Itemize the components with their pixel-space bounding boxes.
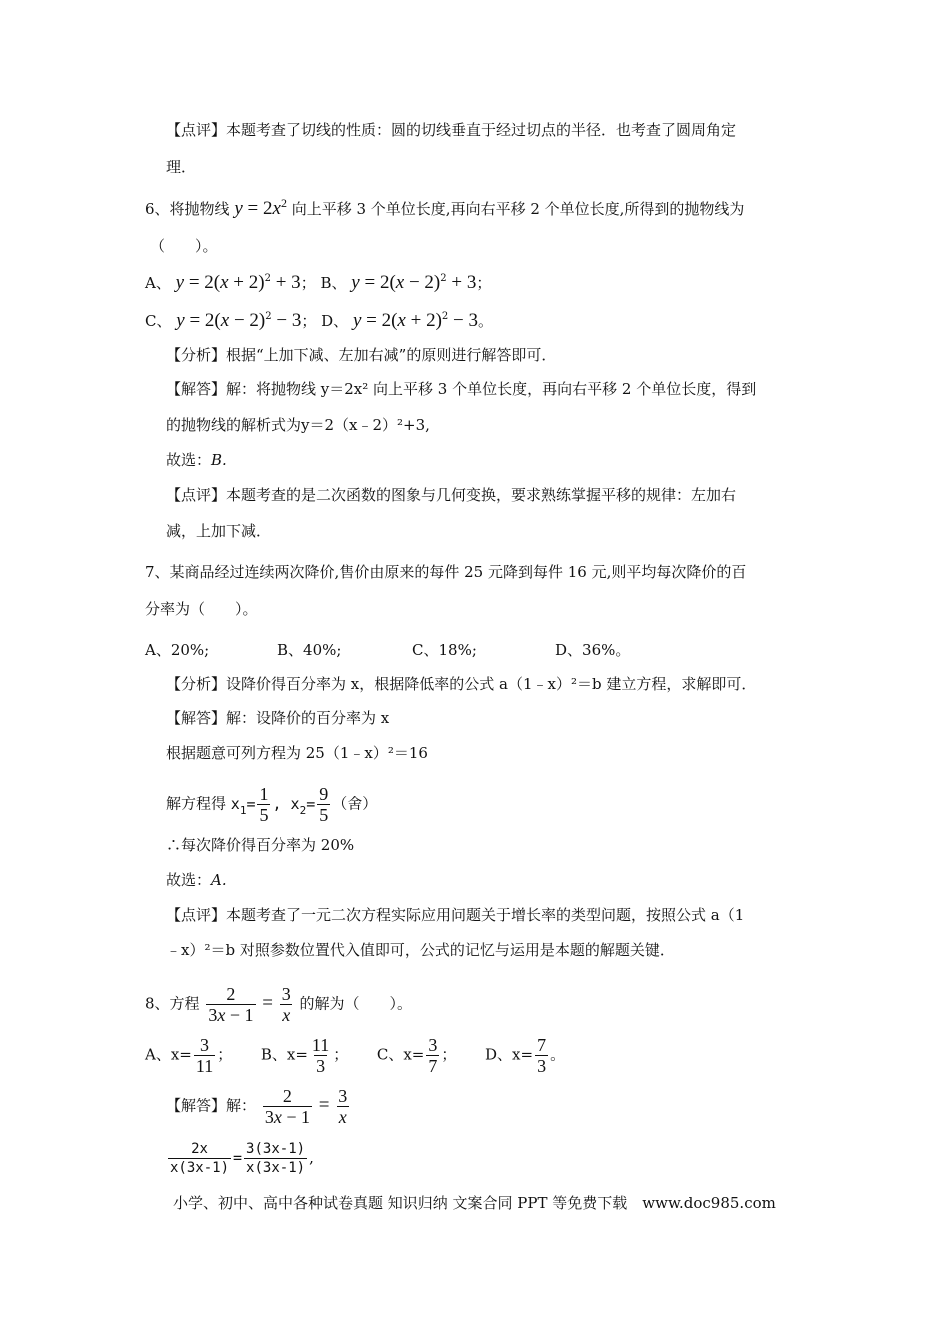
comment-label: 【点评】 <box>166 121 227 139</box>
option-d-formula: $y = 2(x + 2)^2 - 3$ <box>352 310 478 331</box>
question-6-options-cd: C、 $y = 2(x - 2)^2 - 3$； D、 $y = 2(x + 2)^2 - 3$。 <box>145 310 494 331</box>
fraction-2x-over-x3x-1: $\frac{2x}{x(3x-1)}$ <box>170 1141 230 1176</box>
question-6: 6、将抛物线 $y = 2x^2$ 向上平移 3 个单位长度,再向右平移 2 个单位长度,所得到的抛物线为 <box>145 196 745 219</box>
option-c-formula: $y = 2(x - 2)^2 - 3$ <box>176 310 302 331</box>
answer-7-choose: 故选：A. <box>166 871 227 889</box>
answer-6-choose: 故选：B. <box>166 451 227 469</box>
question-7-option-d: D、36%。 <box>555 641 631 659</box>
fraction-7-3: $\frac{7}{3}$ <box>537 1035 547 1076</box>
fraction-2-over-3x-1: $\frac{2}{3x - 1}$ <box>208 984 254 1025</box>
answer-7-line3: 解方程得 $x_1=$ $\frac{1}{5}$ , $x_2=$ $\frac{9}{5}$ （舍） <box>166 784 378 825</box>
question-6-options-ab: A、 $y = 2(x + 2)^2 + 3$； B、 $y = 2(x - 2)^2 + 3$； <box>145 272 492 293</box>
question-7-option-a: A、20%; <box>145 641 210 659</box>
question-8: 8、方程 $\frac{2}{3x - 1}$ = $\frac{3}{x}$ 的解为（ ）。 <box>145 984 413 1025</box>
question-7-option-b: B、40%; <box>277 641 342 659</box>
option-b-formula: $y = 2(x - 2)^2 + 3$ <box>351 272 477 293</box>
fraction-1-5: $\frac{1}{5}$ <box>259 784 269 825</box>
equation-y-2x2: y <box>234 198 243 219</box>
comment-line: 【点评】本题考查了切线的性质：圆的切线垂直于经过切点的半径．也考查了圆周角定 <box>166 121 737 139</box>
question-7-cont: 分率为（ ）。 <box>145 600 258 618</box>
option-a-formula: $y = 2(x + 2)^2 + 3$ <box>175 272 301 293</box>
comment-6-line1: 【点评】本题考查的是二次函数的图象与几何变换，要求熟练掌握平移的规律：左加右 <box>166 486 737 504</box>
fraction-2-over-3x-1-answer: $\frac{2}{3x - 1}$ <box>264 1086 310 1127</box>
comment-6-line2: 减，上加下减． <box>166 522 272 540</box>
page-footer: 小学、初中、高中各种试卷真题 知识归纳 文案合同 PPT 等免费下载 www.doc985.com <box>173 1194 776 1212</box>
answer-7-line4: ∴每次降价得百分率为 20% <box>166 836 355 854</box>
fraction-11-3: $\frac{11}{3}$ <box>311 1035 330 1076</box>
solution-x1: $x_1=$ <box>230 794 256 817</box>
fraction-3-over-x-answer: $\frac{3}{x}$ <box>338 1086 348 1127</box>
question-6-cont: （ ）。 <box>150 237 218 255</box>
answer-8-line2: $\frac{2x}{x(3x-1)}$ = $\frac{3(3x-1)}{x(3x-1)}$ , <box>170 1141 314 1176</box>
analysis-6: 【分析】根据“上加下减、左加右减”的原则进行解答即可． <box>166 346 557 364</box>
fraction-3-7: $\frac{3}{7}$ <box>428 1035 438 1076</box>
fraction-3-11: $\frac{3}{11}$ <box>195 1035 214 1076</box>
answer-7-line2: 根据题意可列方程为 25（1﹣x）²＝16 <box>166 744 428 762</box>
answer-6-line2: 的抛物线的解析式为y＝2（x﹣2）²+3, <box>166 416 430 434</box>
fraction-3-over-x: $\frac{3}{x}$ <box>281 984 291 1025</box>
comment-7-line1: 【点评】本题考查了一元二次方程实际应用问题关于增长率的类型问题，按照公式 a（1 <box>166 906 745 924</box>
analysis-7: 【分析】设降价得百分率为 x，根据降低率的公式 a（1﹣x）²＝b 建立方程，求解即可． <box>166 675 757 693</box>
answer-8-line1: 【解答】解： $\frac{2}{3x - 1}$ = $\frac{3}{x}$ <box>166 1086 348 1127</box>
question-7-option-c: C、18%; <box>412 641 477 659</box>
question-8-options: A、x= $\frac{3}{11}$ ； B、x= $\frac{11}{3}$ ； C、x= $\frac{3}{7}$ ； D、x= $\frac{7}{3}$ 。 <box>145 1035 566 1076</box>
answer-7-line1: 【解答】解：设降价的百分率为 x <box>166 709 390 727</box>
answer-6-line1: 【解答】解：将抛物线 y＝2x² 向上平移 3 个单位长度，再向右平移 2 个单位长度，得到 <box>166 380 757 398</box>
comment-7-line2: ﹣x）²＝b 对照参数位置代入值即可，公式的记忆与运用是本题的解题关键． <box>166 941 675 959</box>
fraction-33x-1-over-x3x-1: $\frac{3(3x-1)}{x(3x-1)}$ <box>246 1141 306 1176</box>
comment-line-cont: 理． <box>166 158 197 176</box>
question-7: 7、某商品经过连续两次降价,售价由原来的每件 25 元降到每件 16 元,则平均每次降价的百 <box>145 563 747 581</box>
fraction-9-5: $\frac{9}{5}$ <box>319 784 329 825</box>
